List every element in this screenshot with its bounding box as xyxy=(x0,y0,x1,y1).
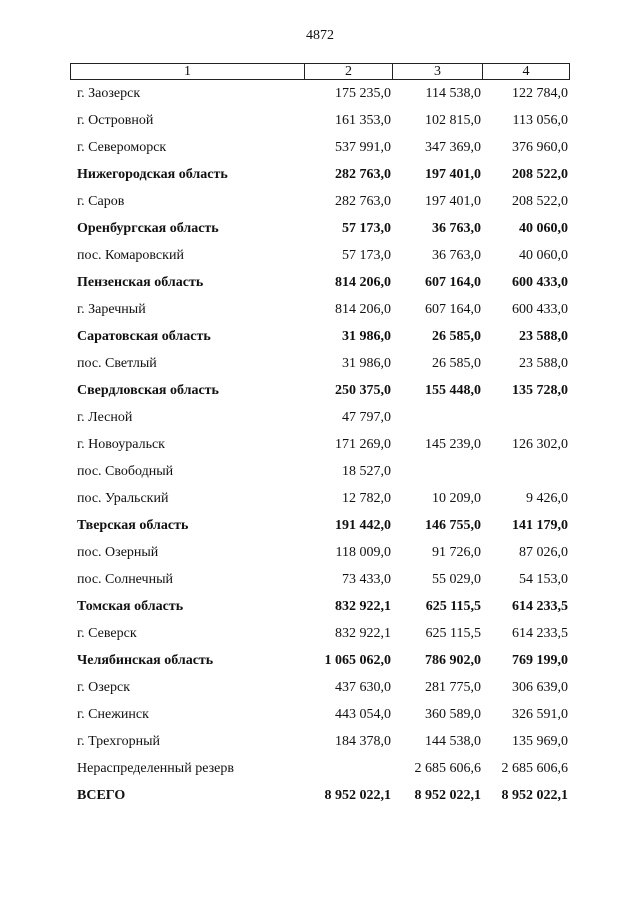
row-name-cell: пос. Комаровский xyxy=(77,248,184,263)
table-row xyxy=(70,540,570,567)
table-body xyxy=(70,81,570,810)
table-row xyxy=(70,243,570,270)
row-name-cell: г. Новоуральск xyxy=(77,437,165,452)
row-name-cell: г. Североморск xyxy=(77,140,167,155)
row-name-cell: Нераспределенный резерв xyxy=(77,761,234,776)
table-row-region xyxy=(70,216,570,243)
value-cell-col3: 10 209,0 xyxy=(432,491,481,506)
value-cell-col4: 126 302,0 xyxy=(512,437,568,452)
table-row-region xyxy=(70,378,570,405)
value-cell-col4: 376 960,0 xyxy=(512,140,568,155)
value-cell-col3: 146 755,0 xyxy=(425,518,481,533)
table-row xyxy=(70,567,570,594)
value-cell-col4: 122 784,0 xyxy=(512,86,568,101)
value-cell-col2: 175 235,0 xyxy=(335,86,391,101)
table-row-region xyxy=(70,270,570,297)
value-cell-col2: 31 986,0 xyxy=(342,329,391,344)
row-name-cell: г. Снежинск xyxy=(77,707,149,722)
value-cell-col3: 145 239,0 xyxy=(425,437,481,452)
table-row xyxy=(70,675,570,702)
value-cell-col2: 814 206,0 xyxy=(335,302,391,317)
value-cell-col2: 57 173,0 xyxy=(342,248,391,263)
row-name-cell: Саратовская область xyxy=(77,329,211,344)
value-cell-col4: 141 179,0 xyxy=(512,518,568,533)
value-cell-col3: 8 952 022,1 xyxy=(414,788,481,803)
table-row xyxy=(70,135,570,162)
value-cell-col4: 600 433,0 xyxy=(512,275,568,290)
row-name-cell: Тверская область xyxy=(77,518,189,533)
value-cell-col2: 171 269,0 xyxy=(335,437,391,452)
column-header-2: 2 xyxy=(304,64,392,79)
table-row xyxy=(70,108,570,135)
value-cell-col3: 36 763,0 xyxy=(432,221,481,236)
value-cell-col2: 437 630,0 xyxy=(335,680,391,695)
value-cell-col2: 118 009,0 xyxy=(335,545,391,560)
value-cell-col4: 208 522,0 xyxy=(512,167,568,182)
row-name-cell: г. Заозерск xyxy=(77,86,141,101)
value-cell-col4: 769 199,0 xyxy=(512,653,568,668)
row-name-cell: г. Лесной xyxy=(77,410,133,425)
value-cell-col4: 87 026,0 xyxy=(519,545,568,560)
value-cell-col4: 614 233,5 xyxy=(512,599,568,614)
row-name-cell: пос. Солнечный xyxy=(77,572,173,587)
value-cell-col2: 191 442,0 xyxy=(335,518,391,533)
value-cell-col4: 306 639,0 xyxy=(512,680,568,695)
value-cell-col3: 144 538,0 xyxy=(425,734,481,749)
table-row-region xyxy=(70,594,570,621)
value-cell-col2: 814 206,0 xyxy=(335,275,391,290)
value-cell-col4: 614 233,5 xyxy=(512,626,568,641)
value-cell-col3: 607 164,0 xyxy=(425,275,481,290)
value-cell-col3: 2 685 606,6 xyxy=(414,761,481,776)
value-cell-col3: 114 538,0 xyxy=(425,86,481,101)
value-cell-col3: 360 589,0 xyxy=(425,707,481,722)
row-name-cell: г. Заречный xyxy=(77,302,146,317)
table-row-region xyxy=(70,162,570,189)
value-cell-col2: 832 922,1 xyxy=(335,599,391,614)
value-cell-col2: 12 782,0 xyxy=(342,491,391,506)
row-name-cell: г. Саров xyxy=(77,194,125,209)
value-cell-col3: 155 448,0 xyxy=(425,383,481,398)
value-cell-col3: 625 115,5 xyxy=(425,626,481,641)
value-cell-col2: 282 763,0 xyxy=(335,167,391,182)
value-cell-col3: 91 726,0 xyxy=(432,545,481,560)
value-cell-col2: 250 375,0 xyxy=(335,383,391,398)
row-name-cell: пос. Уральский xyxy=(77,491,169,506)
value-cell-col2: 73 433,0 xyxy=(342,572,391,587)
row-name-cell: пос. Светлый xyxy=(77,356,157,371)
row-name-cell: г. Озерск xyxy=(77,680,131,695)
table-row xyxy=(70,189,570,216)
table-row xyxy=(70,621,570,648)
table-row-region xyxy=(70,648,570,675)
value-cell-col4: 326 591,0 xyxy=(512,707,568,722)
page-number: 4872 xyxy=(306,28,334,43)
value-cell-col4: 113 056,0 xyxy=(512,113,568,128)
value-cell-col4: 135 728,0 xyxy=(512,383,568,398)
value-cell-col4: 2 685 606,6 xyxy=(501,761,568,776)
value-cell-col4: 600 433,0 xyxy=(512,302,568,317)
table-row-region xyxy=(70,324,570,351)
table-row xyxy=(70,351,570,378)
table-row-region xyxy=(70,783,570,810)
value-cell-col2: 1 065 062,0 xyxy=(324,653,391,668)
row-name-cell: г. Северск xyxy=(77,626,137,641)
value-cell-col3: 26 585,0 xyxy=(432,329,481,344)
value-cell-col4: 135 969,0 xyxy=(512,734,568,749)
table-row-region xyxy=(70,513,570,540)
value-cell-col4: 23 588,0 xyxy=(519,356,568,371)
value-cell-col2: 184 378,0 xyxy=(335,734,391,749)
value-cell-col2: 8 952 022,1 xyxy=(324,788,391,803)
row-name-cell: Томская область xyxy=(77,599,184,614)
row-name-cell: Челябинская область xyxy=(77,653,214,668)
row-name-cell: Свердловская область xyxy=(77,383,219,398)
value-cell-col2: 282 763,0 xyxy=(335,194,391,209)
value-cell-col4: 9 426,0 xyxy=(526,491,568,506)
table-row xyxy=(70,432,570,459)
table-row xyxy=(70,81,570,108)
table-row xyxy=(70,702,570,729)
value-cell-col3: 625 115,5 xyxy=(425,599,481,614)
value-cell-col2: 57 173,0 xyxy=(342,221,391,236)
row-name-cell: пос. Свободный xyxy=(77,464,174,479)
table-row xyxy=(70,405,570,432)
table-row xyxy=(70,756,570,783)
value-cell-col2: 47 797,0 xyxy=(342,410,391,425)
value-cell-col2: 832 922,1 xyxy=(335,626,391,641)
row-name-cell: г. Трехгорный xyxy=(77,734,160,749)
value-cell-col2: 18 527,0 xyxy=(342,464,391,479)
value-cell-col4: 40 060,0 xyxy=(519,221,568,236)
row-name-cell: ВСЕГО xyxy=(77,788,126,803)
value-cell-col3: 786 902,0 xyxy=(425,653,481,668)
value-cell-col4: 40 060,0 xyxy=(519,248,568,263)
value-cell-col4: 208 522,0 xyxy=(512,194,568,209)
value-cell-col2: 443 054,0 xyxy=(335,707,391,722)
value-cell-col4: 8 952 022,1 xyxy=(501,788,568,803)
value-cell-col3: 347 369,0 xyxy=(425,140,481,155)
value-cell-col2: 537 991,0 xyxy=(335,140,391,155)
column-header-1: 1 xyxy=(184,64,191,79)
table-row xyxy=(70,486,570,513)
value-cell-col3: 102 815,0 xyxy=(425,113,481,128)
column-header-3: 3 xyxy=(392,64,482,79)
value-cell-col3: 197 401,0 xyxy=(425,194,481,209)
row-name-cell: Оренбургская область xyxy=(77,221,219,236)
value-cell-col3: 197 401,0 xyxy=(425,167,481,182)
column-header-4: 4 xyxy=(482,64,569,79)
value-cell-col2: 31 986,0 xyxy=(342,356,391,371)
table-header-row xyxy=(70,63,570,80)
value-cell-col2: 161 353,0 xyxy=(335,113,391,128)
table-row xyxy=(70,297,570,324)
row-name-cell: г. Островной xyxy=(77,113,154,128)
row-name-cell: пос. Озерный xyxy=(77,545,159,560)
value-cell-col4: 23 588,0 xyxy=(519,329,568,344)
row-name-cell: Нижегородская область xyxy=(77,167,228,182)
value-cell-col3: 607 164,0 xyxy=(425,302,481,317)
value-cell-col3: 55 029,0 xyxy=(432,572,481,587)
value-cell-col3: 281 775,0 xyxy=(425,680,481,695)
value-cell-col3: 36 763,0 xyxy=(432,248,481,263)
table-row xyxy=(70,729,570,756)
value-cell-col4: 54 153,0 xyxy=(519,572,568,587)
table-row xyxy=(70,459,570,486)
value-cell-col3: 26 585,0 xyxy=(432,356,481,371)
row-name-cell: Пензенская область xyxy=(77,275,204,290)
